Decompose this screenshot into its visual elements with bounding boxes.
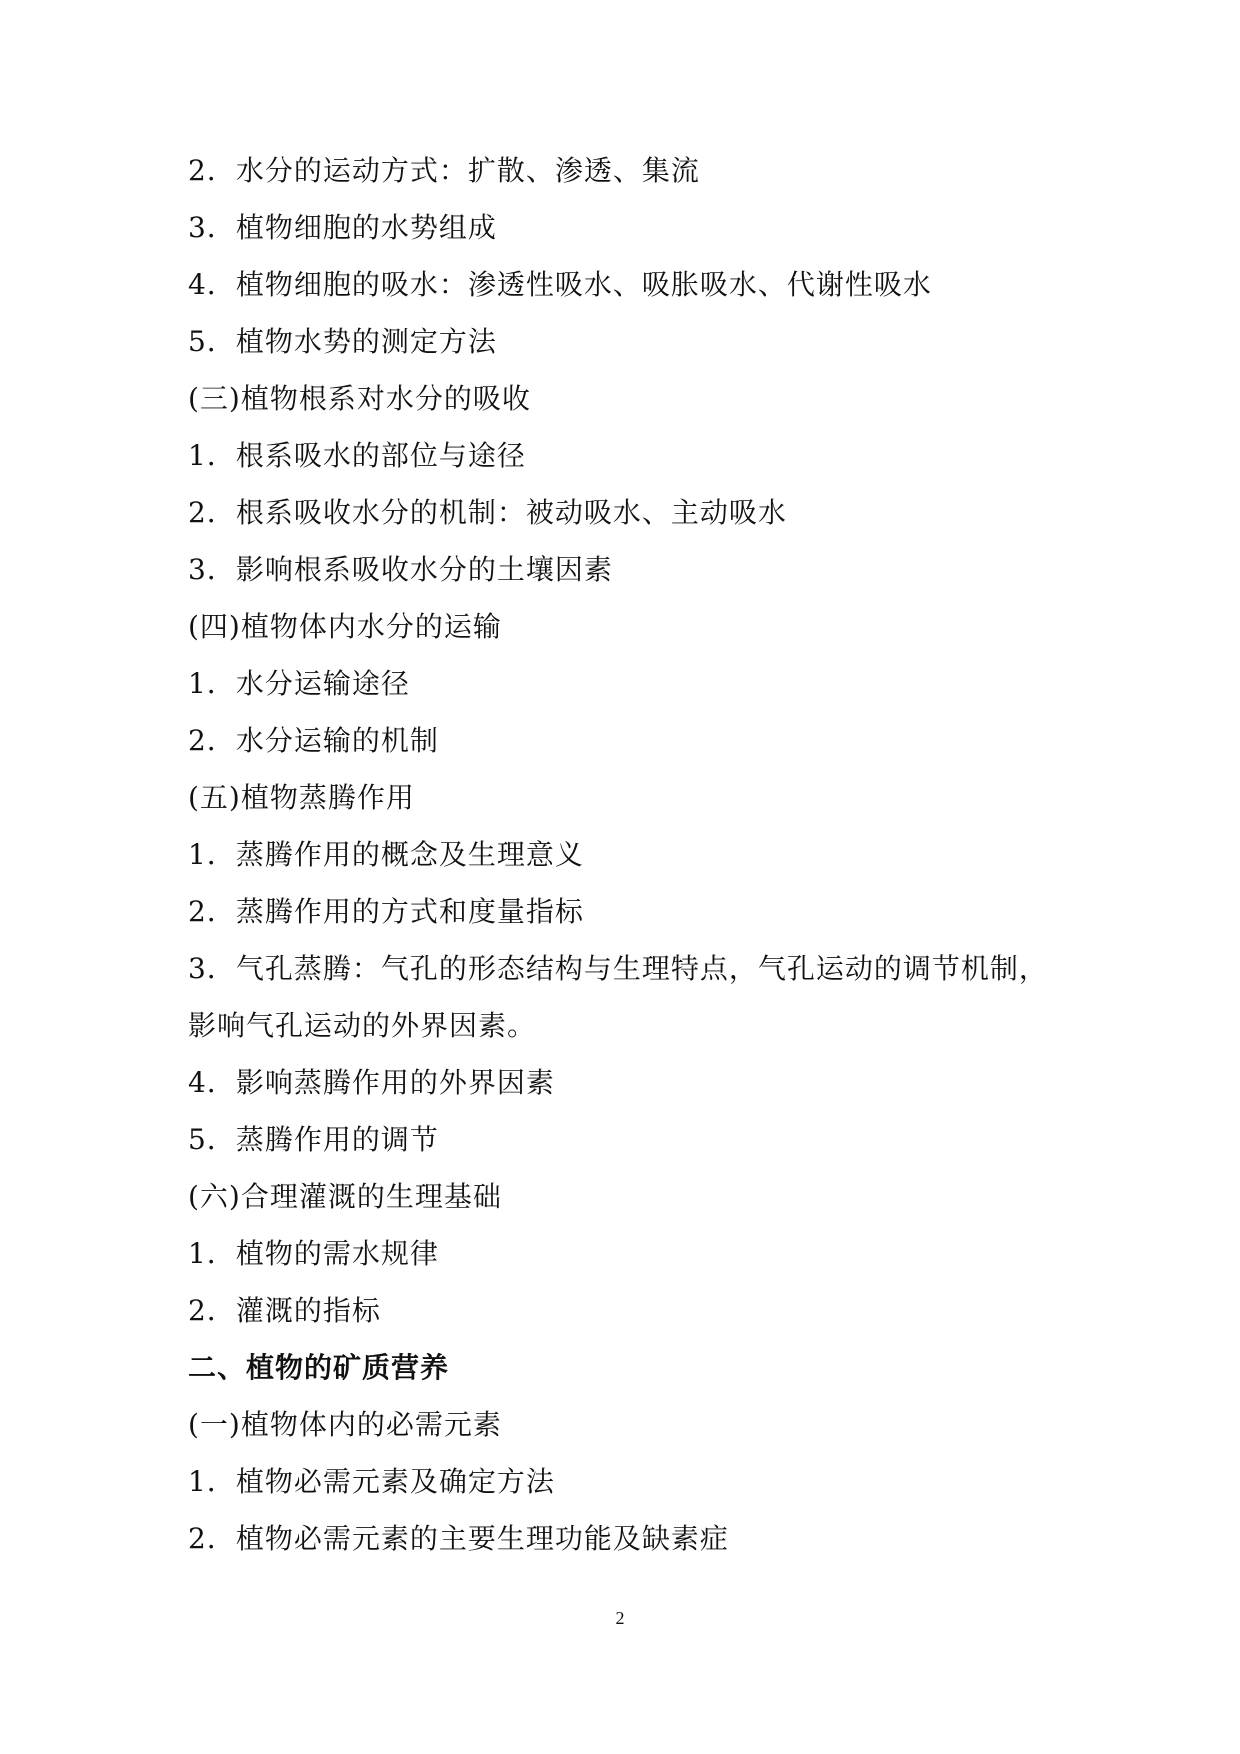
outline-item-transpiration-regulation: 5．蒸腾作用的调节 [188, 1123, 439, 1156]
outline-item-essential-elements-method: 1．植物必需元素及确定方法 [188, 1465, 555, 1498]
outline-item-transpiration-measures: 2．蒸腾作用的方式和度量指标 [188, 895, 584, 928]
outline-item-irrigation-indicators: 2．灌溉的指标 [188, 1294, 381, 1327]
subsection-irrigation-basis: (六)合理灌溉的生理基础 [188, 1180, 502, 1213]
section-heading-mineral-nutrition: 二、植物的矿质营养 [188, 1351, 450, 1384]
outline-item-water-potential-composition: 3．植物细胞的水势组成 [188, 211, 497, 244]
page-number: 2 [615, 1608, 625, 1628]
outline-item-stomatal-transpiration-continued: 影响气孔运动的外界因素。 [188, 1009, 537, 1042]
subsection-essential-elements: (一)植物体内的必需元素 [188, 1408, 502, 1441]
outline-item-soil-factors: 3．影响根系吸收水分的土壤因素 [188, 553, 613, 586]
subsection-transpiration: (五)植物蒸腾作用 [188, 781, 415, 814]
document-body [188, 142, 1068, 1567]
subsection-root-water-absorption: (三)植物根系对水分的吸收 [188, 382, 531, 415]
outline-item-transport-pathway: 1．水分运输途径 [188, 667, 410, 700]
outline-item-transport-mechanism: 2．水分运输的机制 [188, 724, 439, 757]
outline-item-stomatal-transpiration: 3．气孔蒸腾：气孔的形态结构与生理特点，气孔运动的调节机制， [188, 952, 1048, 985]
outline-item-root-absorption-mechanism: 2．根系吸收水分的机制：被动吸水、主动吸水 [188, 496, 787, 529]
subsection-water-transport: (四)植物体内水分的运输 [188, 610, 502, 643]
outline-item-cell-water-absorption: 4．植物细胞的吸水：渗透性吸水、吸胀吸水、代谢性吸水 [188, 268, 932, 301]
outline-item-transpiration-concept: 1．蒸腾作用的概念及生理意义 [188, 838, 584, 871]
outline-item-essential-elements-function: 2．植物必需元素的主要生理功能及缺素症 [188, 1522, 729, 1555]
outline-item-water-requirement: 1．植物的需水规律 [188, 1237, 439, 1270]
outline-item-water-movement: 2．水分的运动方式：扩散、渗透、集流 [188, 154, 700, 187]
outline-item-transpiration-external-factors: 4．影响蒸腾作用的外界因素 [188, 1066, 555, 1099]
outline-item-root-absorption-site: 1．根系吸水的部位与途径 [188, 439, 526, 472]
outline-item-water-potential-measurement: 5．植物水势的测定方法 [188, 325, 497, 358]
